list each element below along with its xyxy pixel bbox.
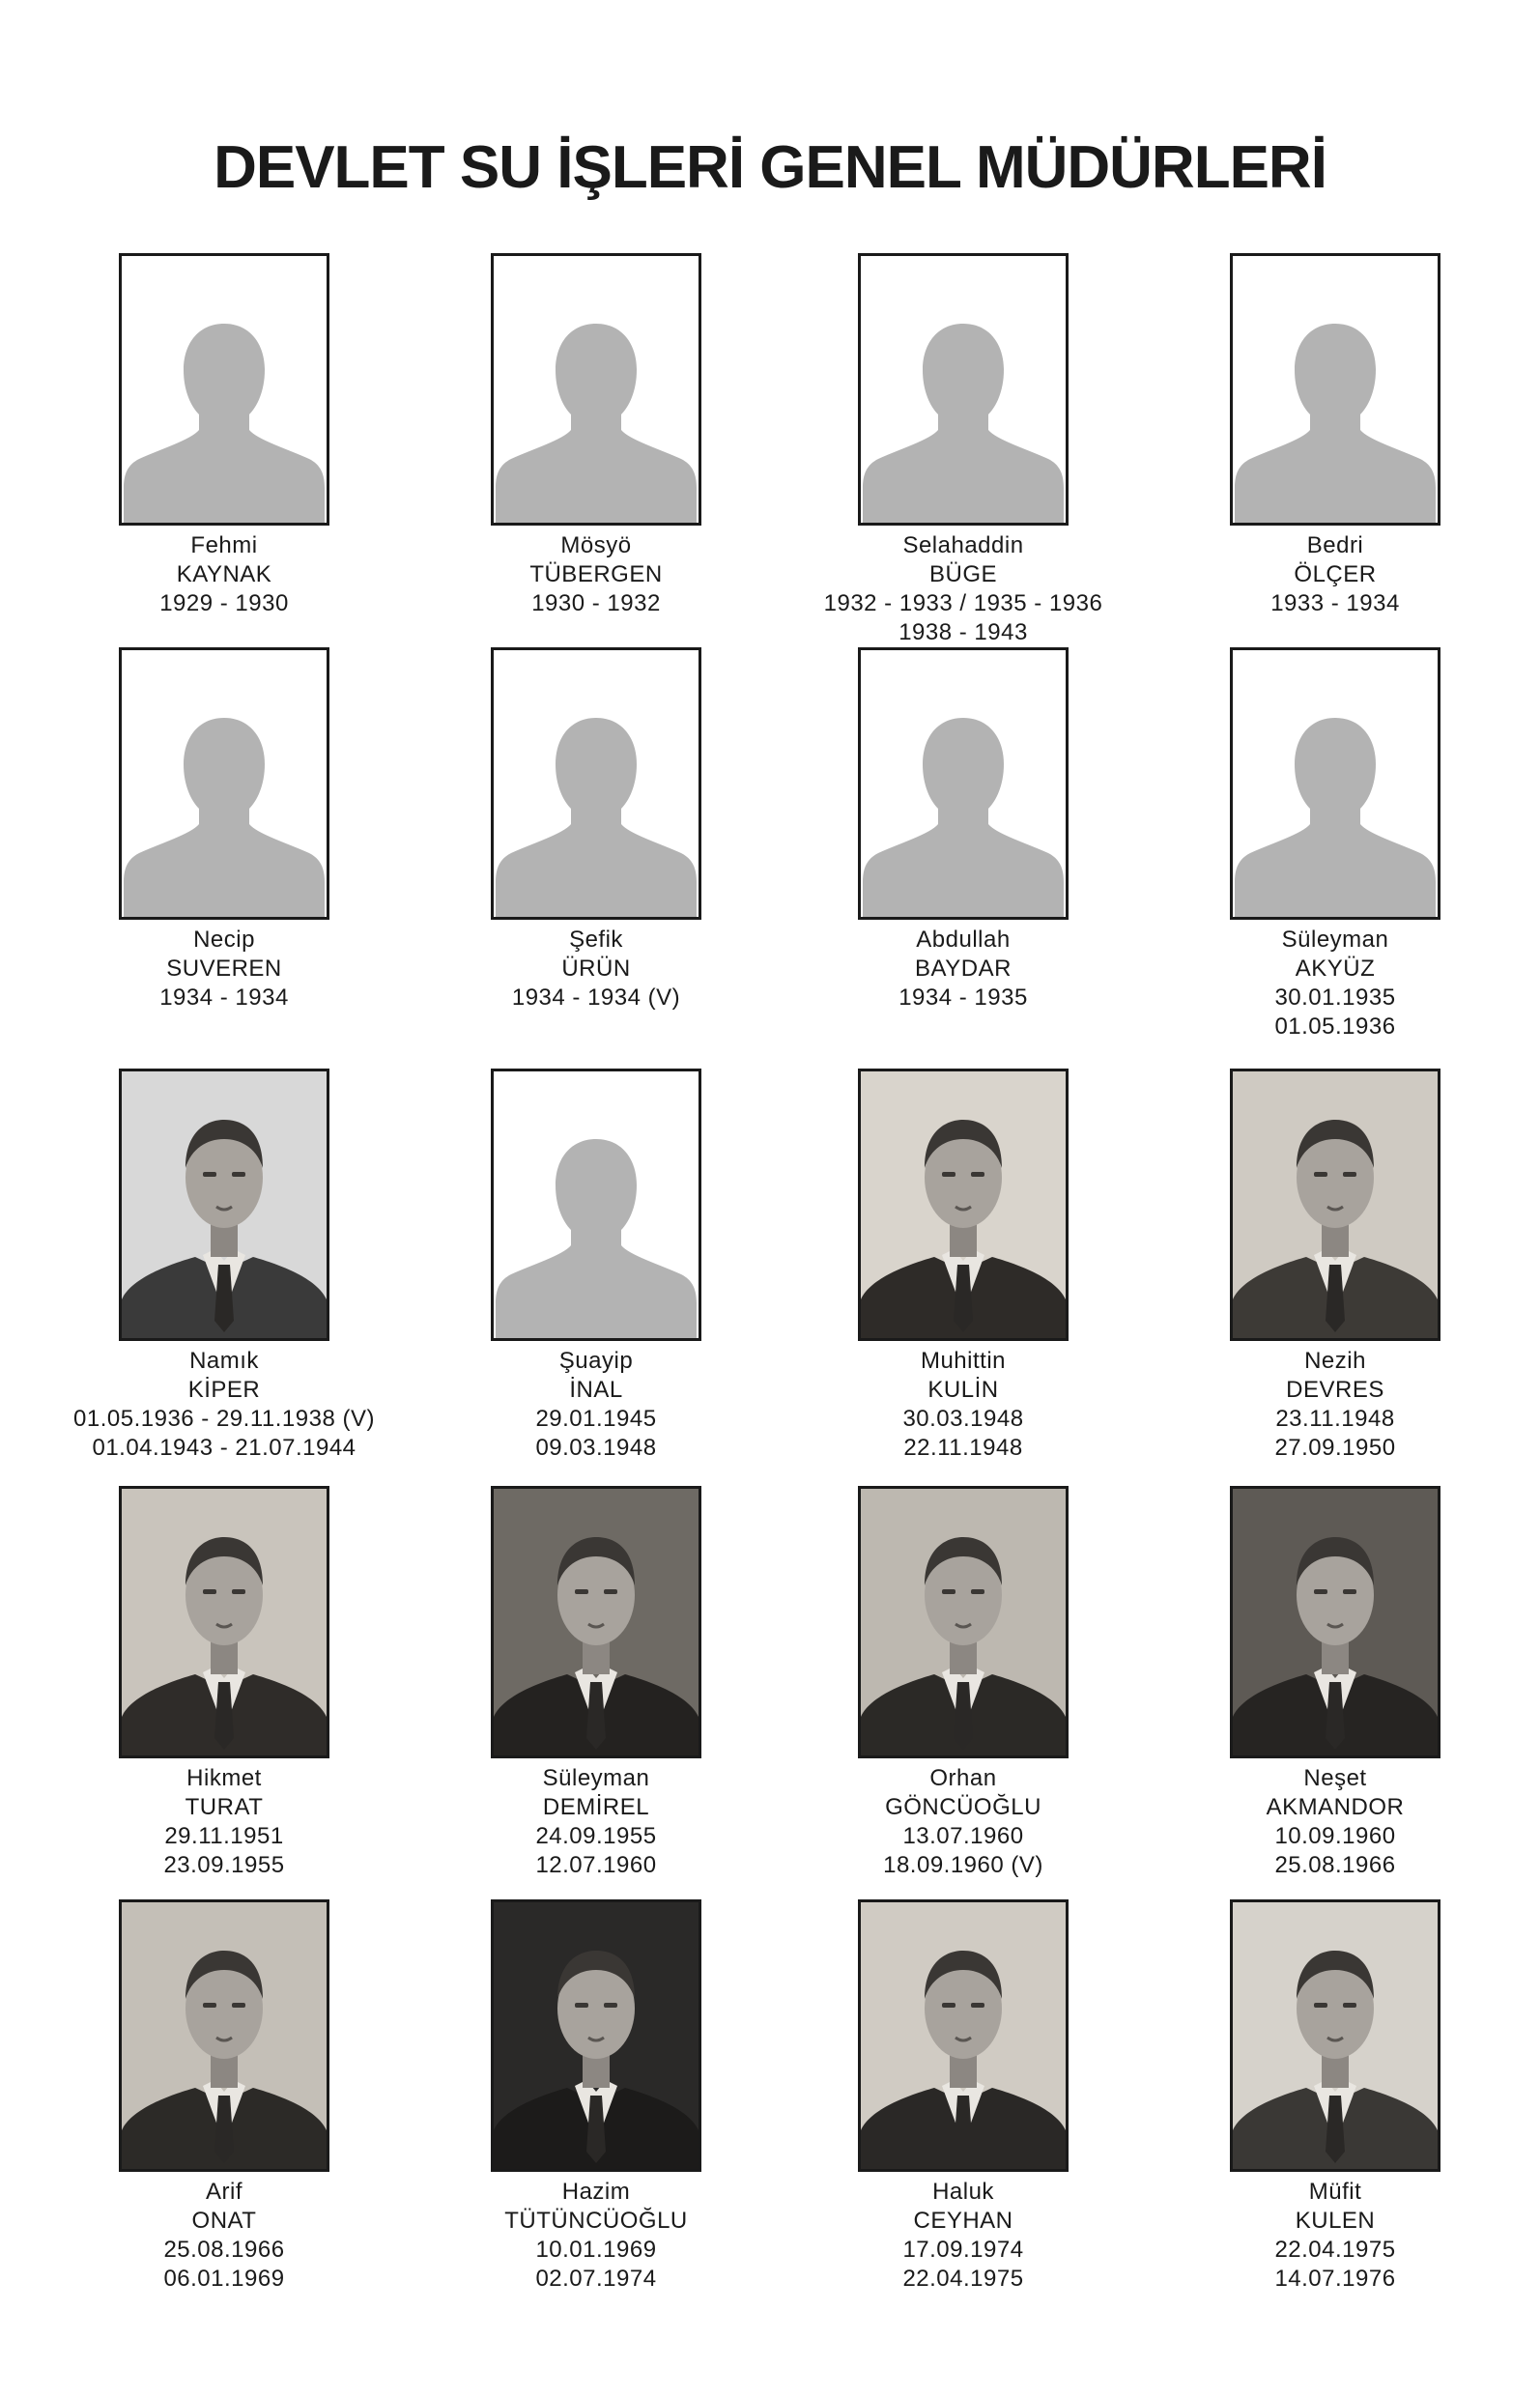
first-name: Hikmet [186, 1765, 262, 1791]
first-name: Fehmi [190, 532, 258, 558]
term-dates: 1929 - 1930 [159, 590, 289, 616]
placeholder-silhouette-icon [1230, 647, 1440, 920]
director-card [1150, 1069, 1521, 1463]
last-name: ÖLÇER [1294, 561, 1377, 587]
director-card [411, 1486, 782, 1880]
director-caption [411, 1347, 782, 1463]
term-dates: 30.01.1935 [1274, 984, 1396, 1011]
last-name: BÜGE [928, 561, 997, 587]
director-card [411, 647, 782, 1013]
portrait-photo [119, 1069, 329, 1341]
director-caption [1150, 2178, 1521, 2294]
portrait-photo [1230, 1069, 1440, 1341]
term-dates: 18.09.1960 (V) [883, 1852, 1043, 1878]
term-dates: 01.05.1936 [1274, 1013, 1396, 1040]
first-name: Orhan [929, 1765, 997, 1791]
placeholder-silhouette-icon [1230, 253, 1440, 526]
placeholder-silhouette-icon [491, 253, 701, 526]
portrait-photo [119, 1486, 329, 1758]
placeholder-silhouette-icon [858, 253, 1069, 526]
term-dates: 25.08.1966 [1274, 1852, 1396, 1878]
term-dates: 1934 - 1934 [159, 984, 289, 1011]
last-name: DEVRES [1286, 1377, 1384, 1403]
term-dates: 06.01.1969 [163, 2266, 285, 2292]
last-name: TURAT [185, 1794, 264, 1820]
director-caption [39, 2178, 410, 2294]
director-card [1150, 647, 1521, 1041]
placeholder-silhouette-icon [491, 647, 701, 920]
portrait-photo [858, 1899, 1069, 2172]
placeholder-silhouette-icon [119, 647, 329, 920]
placeholder-silhouette-icon [119, 253, 329, 526]
director-card [1150, 1899, 1521, 2294]
director-card [778, 1069, 1149, 1463]
director-caption [778, 1347, 1149, 1463]
last-name: SUVEREN [166, 956, 282, 982]
page-title: DEVLET SU İŞLERİ GENEL MÜDÜRLERİ [214, 134, 1326, 201]
first-name: Süleyman [542, 1765, 650, 1791]
term-dates: 09.03.1948 [535, 1435, 657, 1461]
director-card [1150, 1486, 1521, 1880]
term-dates: 1938 - 1943 [898, 619, 1028, 645]
director-caption [411, 1764, 782, 1880]
director-card [39, 647, 410, 1013]
last-name: BAYDAR [915, 956, 1012, 982]
director-caption [778, 531, 1149, 647]
director-card [778, 253, 1149, 647]
director-caption [411, 2178, 782, 2294]
last-name: ÜRÜN [561, 956, 631, 982]
director-caption [411, 531, 782, 618]
last-name: TÜTÜNCÜOĞLU [504, 2208, 688, 2234]
last-name: GÖNCÜOĞLU [885, 1794, 1041, 1820]
term-dates: 1932 - 1933 / 1935 - 1936 [823, 590, 1103, 616]
director-caption [778, 1764, 1149, 1880]
term-dates: 29.01.1945 [535, 1406, 657, 1432]
last-name: KULEN [1295, 2208, 1376, 2234]
first-name: Namık [189, 1348, 259, 1374]
director-card [39, 1899, 410, 2294]
term-dates: 01.04.1943 - 21.07.1944 [92, 1435, 356, 1461]
term-dates: 22.11.1948 [903, 1435, 1023, 1461]
term-dates: 22.04.1975 [1274, 2237, 1396, 2263]
last-name: CEYHAN [913, 2208, 1013, 2234]
director-card [39, 1069, 410, 1463]
first-name: Selahaddin [902, 532, 1024, 558]
term-dates: 1934 - 1935 [898, 984, 1028, 1011]
first-name: Bedri [1306, 532, 1364, 558]
director-card [778, 1899, 1149, 2294]
last-name: DEMİREL [542, 1794, 650, 1820]
director-caption [1150, 926, 1521, 1041]
portrait-photo [858, 1069, 1069, 1341]
term-dates: 13.07.1960 [902, 1823, 1024, 1849]
first-name: Hazim [561, 2179, 631, 2205]
first-name: Haluk [932, 2179, 994, 2205]
first-name: Necip [193, 927, 255, 953]
director-caption [778, 2178, 1149, 2294]
first-name: Müfit [1308, 2179, 1362, 2205]
director-card [778, 647, 1149, 1013]
last-name: ONAT [191, 2208, 257, 2234]
last-name: KULİN [927, 1377, 999, 1403]
portrait-photo [1230, 1899, 1440, 2172]
term-dates: 02.07.1974 [535, 2266, 657, 2292]
portrait-photo [1230, 1486, 1440, 1758]
term-dates: 01.05.1936 - 29.11.1938 (V) [73, 1406, 375, 1432]
director-caption [411, 926, 782, 1013]
first-name: Nezih [1304, 1348, 1366, 1374]
last-name: TÜBERGEN [529, 561, 663, 587]
term-dates: 29.11.1951 [164, 1823, 284, 1849]
last-name: İNAL [569, 1377, 623, 1403]
term-dates: 17.09.1974 [902, 2237, 1024, 2263]
director-caption [39, 1347, 410, 1463]
first-name: Arif [206, 2179, 242, 2205]
portrait-photo [119, 1899, 329, 2172]
term-dates: 25.08.1966 [163, 2237, 285, 2263]
director-card [39, 1486, 410, 1880]
term-dates: 10.09.1960 [1274, 1823, 1396, 1849]
first-name: Şefik [569, 927, 623, 953]
director-card [39, 253, 410, 618]
first-name: Süleyman [1281, 927, 1389, 953]
first-name: Muhittin [920, 1348, 1007, 1374]
last-name: AKMANDOR [1266, 1794, 1405, 1820]
term-dates: 22.04.1975 [902, 2266, 1024, 2292]
director-card [411, 253, 782, 618]
term-dates: 27.09.1950 [1274, 1435, 1396, 1461]
term-dates: 30.03.1948 [902, 1406, 1024, 1432]
term-dates: 12.07.1960 [535, 1852, 657, 1878]
first-name: Mösyö [560, 532, 632, 558]
term-dates: 1933 - 1934 [1270, 590, 1400, 616]
director-card [411, 1899, 782, 2294]
term-dates: 23.09.1955 [163, 1852, 285, 1878]
director-card [1150, 253, 1521, 618]
term-dates: 10.01.1969 [535, 2237, 657, 2263]
portrait-photo [491, 1899, 701, 2172]
last-name: KİPER [187, 1377, 261, 1403]
term-dates: 23.11.1948 [1275, 1406, 1395, 1432]
term-dates: 1934 - 1934 (V) [511, 984, 681, 1011]
director-caption [39, 531, 410, 618]
first-name: Şuayip [558, 1348, 634, 1374]
placeholder-silhouette-icon [491, 1069, 701, 1341]
director-card [411, 1069, 782, 1463]
last-name: KAYNAK [176, 561, 272, 587]
director-caption [778, 926, 1149, 1013]
director-caption [39, 1764, 410, 1880]
term-dates: 14.07.1976 [1274, 2266, 1396, 2292]
portrait-photo [491, 1486, 701, 1758]
term-dates: 24.09.1955 [535, 1823, 657, 1849]
first-name: Neşet [1303, 1765, 1367, 1791]
director-caption [1150, 1347, 1521, 1463]
first-name: Abdullah [916, 927, 1011, 953]
placeholder-silhouette-icon [858, 647, 1069, 920]
portrait-photo [858, 1486, 1069, 1758]
last-name: AKYÜZ [1295, 956, 1376, 982]
director-caption [39, 926, 410, 1013]
director-caption [1150, 1764, 1521, 1880]
term-dates: 1930 - 1932 [531, 590, 661, 616]
director-card [778, 1486, 1149, 1880]
director-caption [1150, 531, 1521, 618]
